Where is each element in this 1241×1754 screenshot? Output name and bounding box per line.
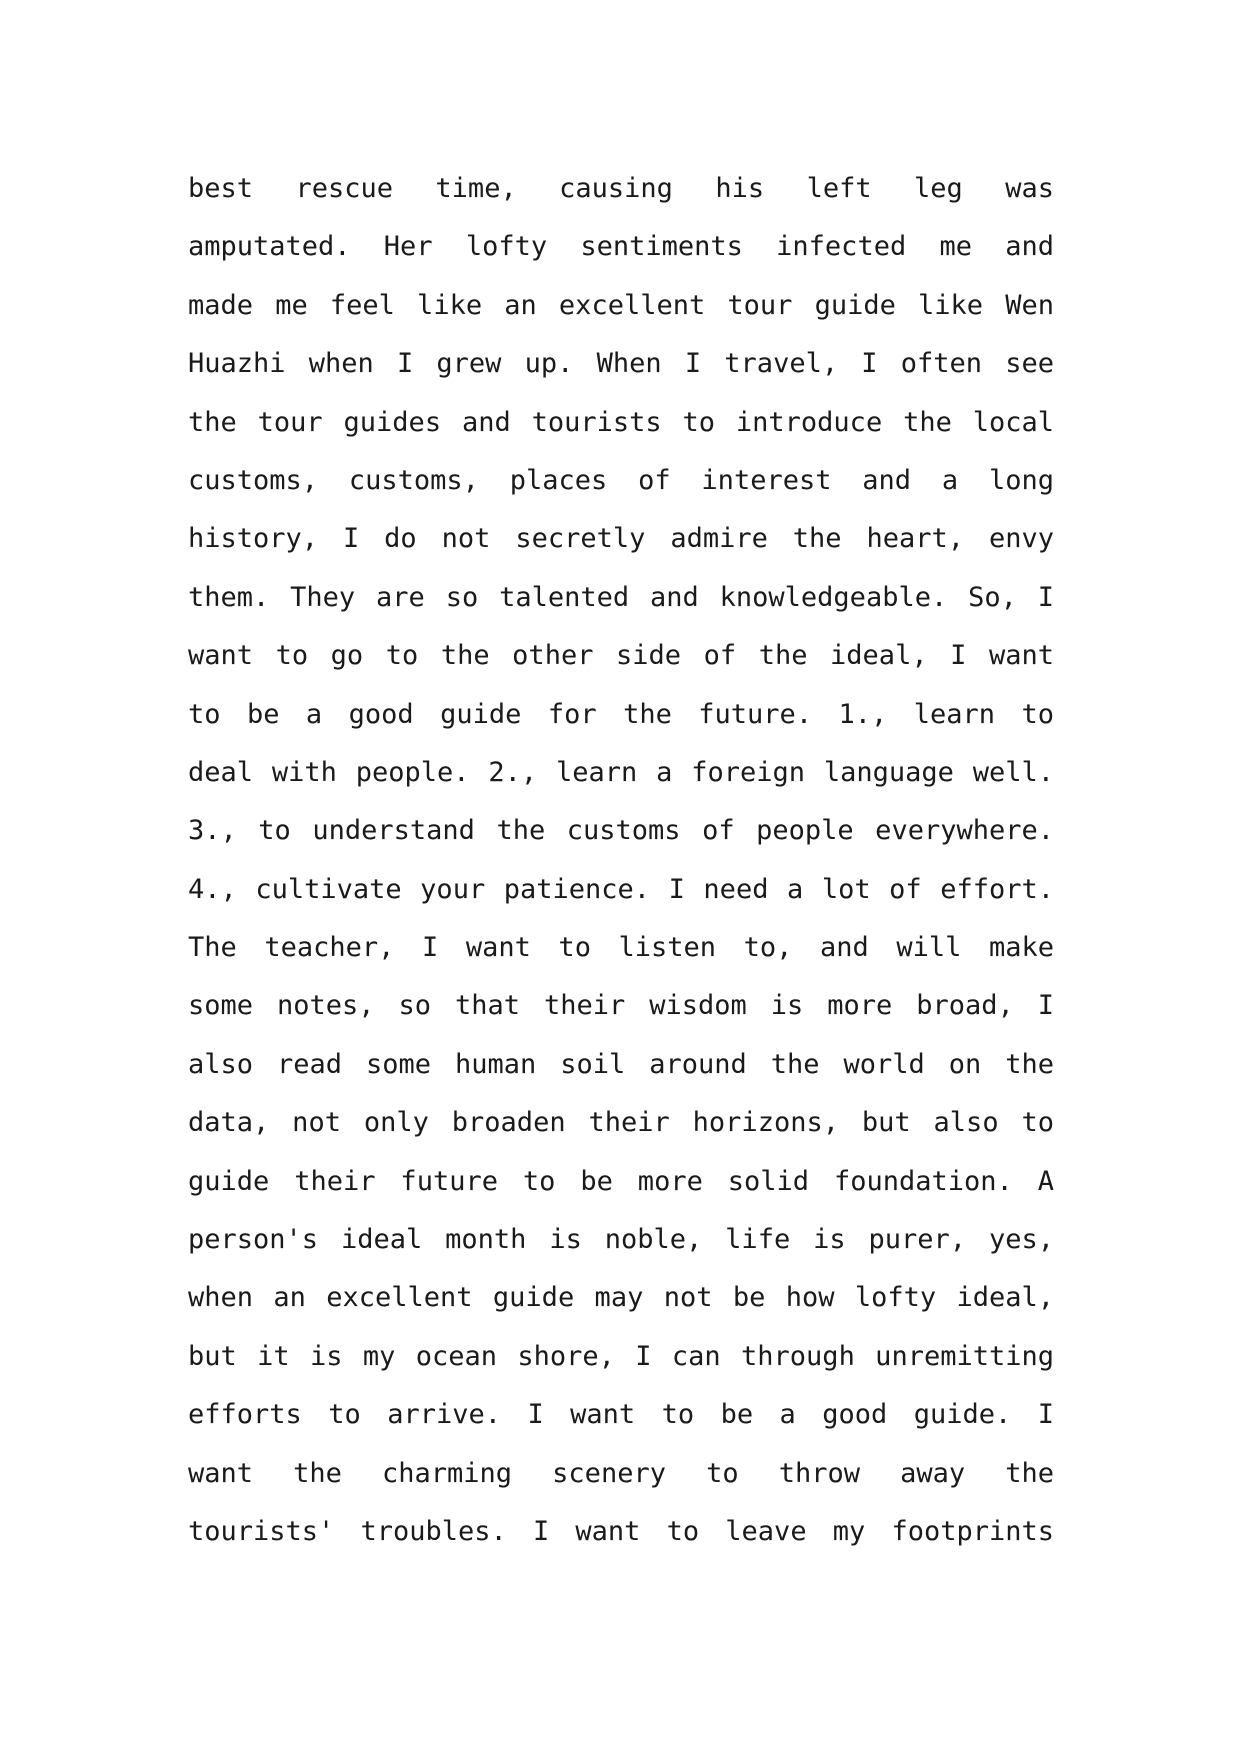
- text-line: when an excellent guide may not be how lofty ideal,: [188, 1282, 1054, 1314]
- text-line: want to go to the other side of the ideal, I want: [188, 640, 1054, 672]
- text-line: some notes, so that their wisdom is more broad, I: [188, 990, 1054, 1022]
- text-line: efforts to arrive. I want to be a good guide. I: [188, 1399, 1054, 1431]
- text-line: want the charming scenery to throw away the: [188, 1457, 1054, 1489]
- text-line: tourists' troubles. I want to leave my footprints: [188, 1515, 1054, 1547]
- text-line: deal with people. 2., learn a foreign language well.: [188, 756, 1054, 788]
- text-line: best rescue time, causing his left leg was: [188, 173, 1054, 204]
- text-line: history, I do not secretly admire the heart, envy: [188, 523, 1054, 555]
- text-line: also read some human soil around the world on the: [188, 1048, 1054, 1080]
- text-line: the tour guides and tourists to introduce the local: [188, 406, 1054, 438]
- text-line: made me feel like an excellent tour guide like Wen: [188, 289, 1054, 321]
- text-line: amputated. Her lofty sentiments infected me and: [188, 231, 1054, 263]
- text-line: customs, customs, places of interest and a long: [188, 464, 1054, 496]
- text-line: The teacher, I want to listen to, and will make: [188, 932, 1054, 964]
- text-line: guide their future to be more solid foundation. A: [188, 1165, 1054, 1197]
- body-text: [188, 160, 1054, 1561]
- text-line: them. They are so talented and knowledgeable. So, I: [188, 581, 1054, 613]
- text-line: person's ideal month is noble, life is purer, yes,: [188, 1224, 1054, 1256]
- text-line: Huazhi when I grew up. When I travel, I often see: [188, 348, 1054, 380]
- text-line: but it is my ocean shore, I can through unremitting: [188, 1340, 1054, 1372]
- text-line: 4., cultivate your patience. I need a lot of effort.: [188, 873, 1054, 905]
- text-line: 3., to understand the customs of people everywhere.: [188, 815, 1054, 847]
- text-line: to be a good guide for the future. 1., learn to: [188, 698, 1054, 730]
- text-line: data, not only broaden their horizons, but also to: [188, 1107, 1054, 1139]
